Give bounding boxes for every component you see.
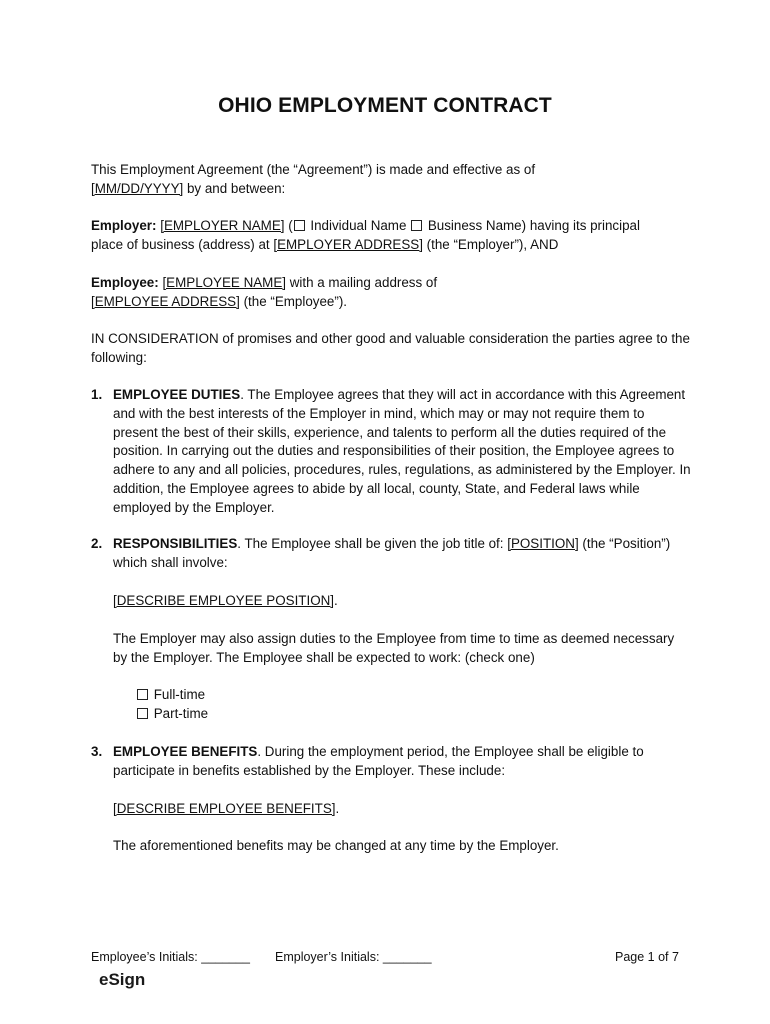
section-number: 2. xyxy=(91,536,103,551)
employer-initials[interactable]: Employer’s Initials: _______ xyxy=(275,950,432,964)
page-number: Page 1 of 7 xyxy=(615,950,679,964)
describe-benefits-line xyxy=(113,799,683,818)
describe-position-line xyxy=(113,591,683,610)
part-time-checkbox[interactable] xyxy=(137,708,148,719)
section-employee-benefits xyxy=(91,743,691,781)
employee-label: Employee: xyxy=(91,275,159,290)
employee-name-field[interactable]: [EMPLOYEE NAME] xyxy=(162,275,286,290)
position-field[interactable]: [POSITION] xyxy=(507,536,579,551)
individual-checkbox[interactable] xyxy=(294,220,305,231)
section-body xyxy=(113,743,691,781)
describe-position-field[interactable]: [DESCRIBE EMPLOYEE POSITION] xyxy=(113,593,334,608)
employee-initials[interactable]: Employee’s Initials: _______ xyxy=(91,950,250,964)
employee-address-field[interactable]: [EMPLOYEE ADDRESS] xyxy=(91,294,240,309)
employer-address-suffix: (the “Employer”), AND xyxy=(422,237,559,252)
employer-name-field[interactable]: [EMPLOYER NAME] xyxy=(160,218,285,233)
employee-text: with a mailing address of xyxy=(285,275,438,290)
section-heading: EMPLOYEE BENEFITS xyxy=(113,744,258,759)
intro-text-end: by and between: xyxy=(183,181,286,196)
employer-address-prefix: place of business (address) at xyxy=(91,237,274,252)
part-time-option[interactable] xyxy=(136,704,208,723)
employer-paragraph xyxy=(91,216,691,254)
business-checkbox[interactable] xyxy=(411,220,422,231)
benefits-change-paragraph: The aforementioned benefits may be changed at any time by the Employer. xyxy=(113,838,559,853)
individual-option-label: Individual Name xyxy=(306,218,411,233)
date-field[interactable]: [MM/DD/YYYY] xyxy=(91,181,184,196)
full-time-option[interactable] xyxy=(136,685,205,704)
employer-text: ( xyxy=(284,218,293,233)
section-heading: RESPONSIBILITIES xyxy=(113,536,238,551)
describe-position-end: . xyxy=(334,593,338,608)
part-time-label: Part-time xyxy=(153,706,209,721)
section-responsibilities xyxy=(91,535,691,573)
section-number: 1. xyxy=(91,387,103,402)
consideration-paragraph: IN CONSIDERATION of promises and other good and valuable consideration the parties agree to the following: xyxy=(91,331,690,365)
section-employee-duties xyxy=(91,386,691,518)
employer-address-field[interactable]: [EMPLOYER ADDRESS] xyxy=(273,237,423,252)
employee-text-end: (the “Employee”). xyxy=(239,294,348,309)
employer-label: Employer: xyxy=(91,218,157,233)
employee-paragraph xyxy=(91,273,691,311)
describe-benefits-end: . xyxy=(335,801,340,816)
describe-benefits-field[interactable]: [DESCRIBE EMPLOYEE BENEFITS] xyxy=(113,801,336,816)
section-number: 3. xyxy=(91,744,103,759)
intro-text: This Employment Agreement (the “Agreement”) is made and effective as of xyxy=(91,162,536,177)
esign-logo: eSign xyxy=(99,970,146,989)
document-title: OHIO EMPLOYMENT CONTRACT xyxy=(218,94,552,117)
full-time-checkbox[interactable] xyxy=(137,689,148,700)
full-time-label: Full-time xyxy=(153,687,206,702)
assign-duties-paragraph: The Employer may also assign duties to the Employee from time to time as deemed necessary by the Employer. The Employee shall be expected to work: (check one) xyxy=(113,631,675,665)
section-text: . The Employee shall be given the job title of: xyxy=(237,536,508,551)
section-text: . During the employment period, the Employee shall be eligible to participate in benefits established by the Employer. These include: xyxy=(113,744,644,778)
section-body xyxy=(113,386,691,518)
section-text-end: (the “Position”) which shall involve: xyxy=(113,536,671,570)
section-heading: EMPLOYEE DUTIES xyxy=(113,387,241,402)
intro-paragraph xyxy=(91,160,691,198)
section-text: . The Employee agrees that they will act in accordance with this Agreement and with the best interests of the Employer in mind, which may or may not require them to present the best of their skills, experience, and talents to perform all the duties required of the position. In carrying out the duties and responsibilities of their position, the Employee agrees to adhere to any and all policies, procedures, rules, regulations, as administered by the Employer. In addition, the Employee agrees to abide by all local, county, State, and Federal laws while employed by the Employer. xyxy=(113,387,691,515)
section-body xyxy=(113,535,691,573)
business-option-label: Business Name) having its principal xyxy=(424,218,640,233)
